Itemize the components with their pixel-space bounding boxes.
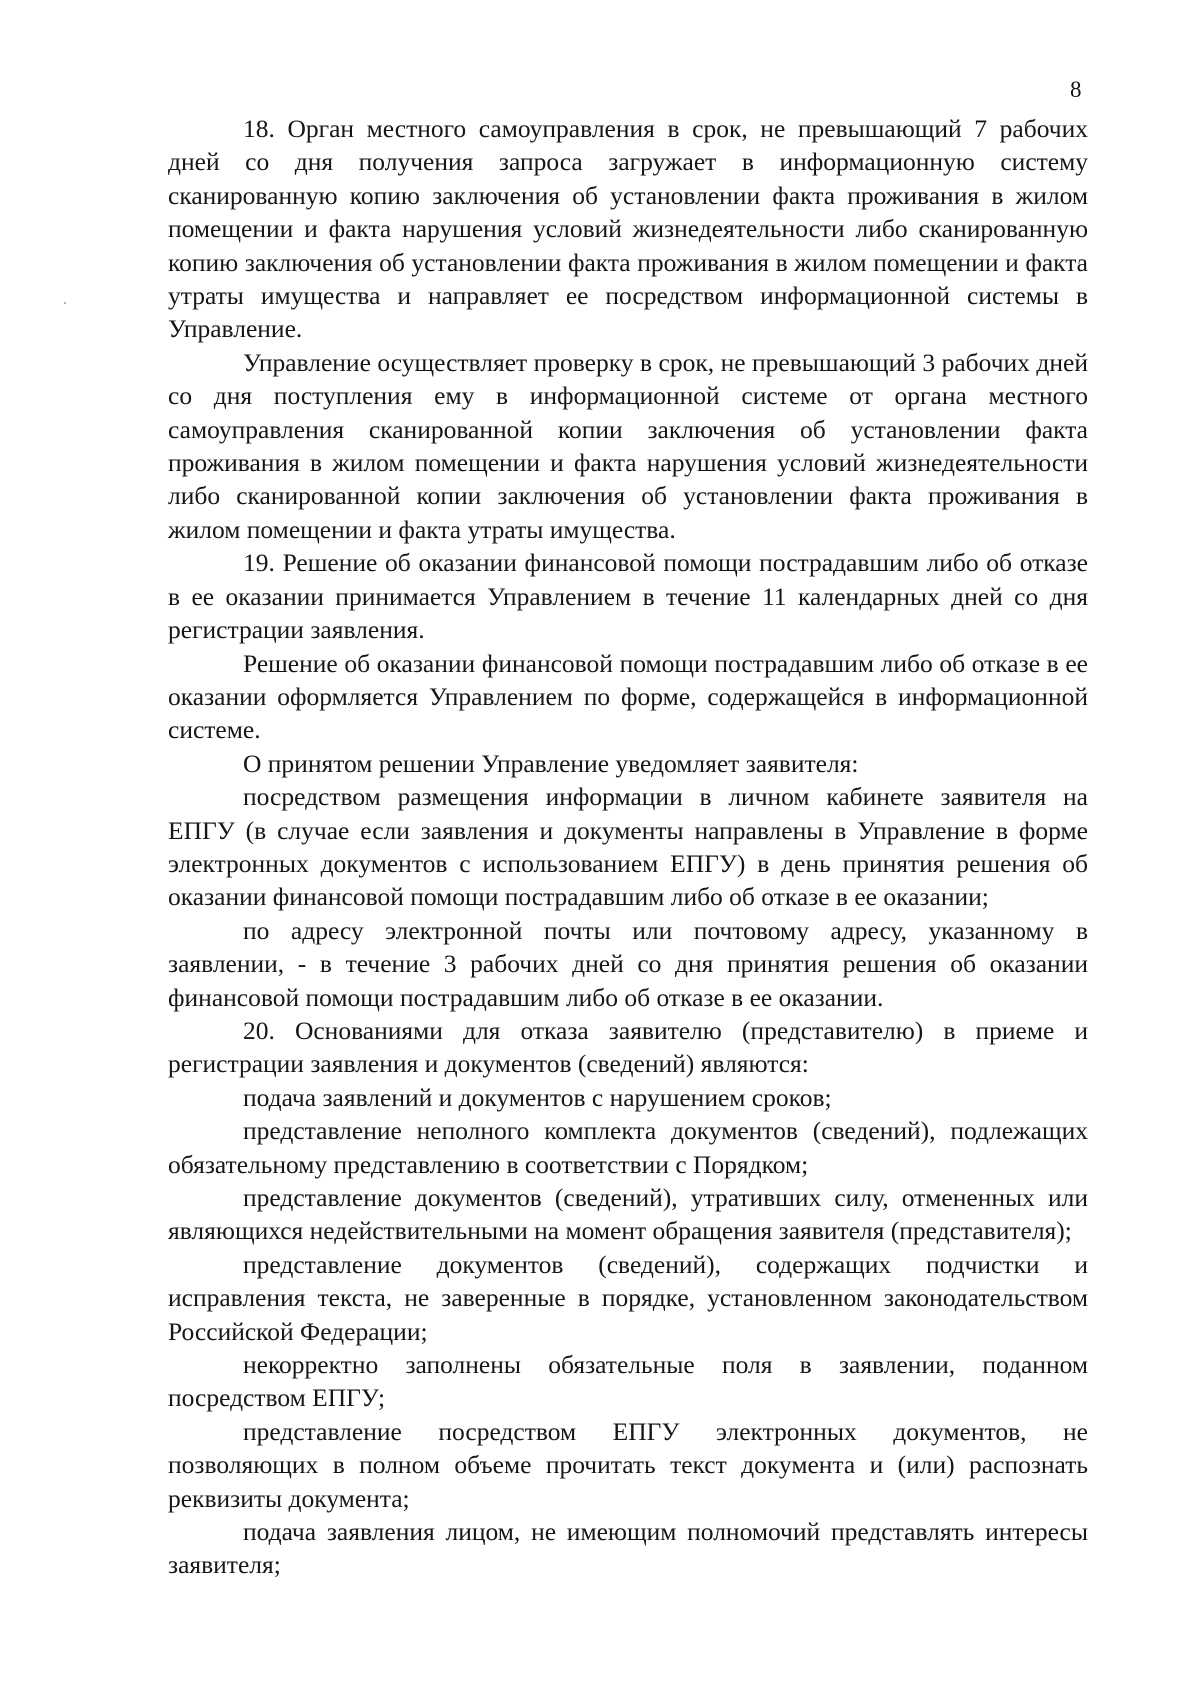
- paragraph-verification: Управление осуществляет проверку в срок, не превышающий 3 рабочих дней со дня поступления ему в информационной системе от органа местного самоуправления сканированной копии заключения об установлении факта проживания в жилом помещении и факта нарушения условий жизнедеятельности либо сканированной копии заключения об установлении факта проживания в жилом помещении и факта утраты имущества.: [168, 347, 1088, 544]
- paragraph-notification-epgu: посредством размещения информации в личном кабинете заявителя на ЕПГУ (в случае если заявления и документы направлены в Управление в форме электронных документов с использованием ЕПГУ) в день принятия решения об оказании финансовой помощи пострадавшим либо об отказе в ее оказании;: [168, 782, 1088, 912]
- paragraph-19: 19. Решение об оказании финансовой помощи пострадавшим либо об отказе в ее оказании принимается Управлением в течение 11 календарных дней со дня регистрации заявления.: [168, 548, 1088, 645]
- paragraph-decision-form: Решение об оказании финансовой помощи пострадавшим либо об отказе в ее оказании оформляется Управлением по форме, содержащейся в информационной системе.: [168, 648, 1088, 745]
- list-item-invalid-documents: представление документов (сведений), утративших силу, отмененных или являющихся недействительными на момент обращения заявителя (представителя);: [168, 1183, 1088, 1246]
- paragraph-20: 20. Основаниями для отказа заявителю (представителю) в приеме и регистрации заявления и документов (сведений) являются:: [168, 1015, 1088, 1079]
- paragraph-notification-email: по адресу электронной почты или почтовому адресу, указанному в заявлении, - в течение 3 рабочих дней со дня принятия решения об оказании финансовой помощи пострадавшим либо об отказе в ее оказании.: [168, 915, 1088, 1012]
- page-number: 8: [1070, 77, 1082, 102]
- list-item-corrections: представление документов (сведений), содержащих подчистки и исправления текста, не заверенные в порядке, установленном законодательством Российской Федерации;: [168, 1249, 1088, 1346]
- list-item-unreadable-documents: представление посредством ЕПГУ электронных документов, не позволяющих в полном объеме прочитать текст документа и (или) распознать реквизиты документа;: [168, 1416, 1088, 1513]
- paragraph-notification-intro: О принятом решении Управление уведомляет заявителя:: [243, 748, 859, 778]
- scan-speck: [64, 302, 66, 304]
- document-body: [168, 112, 1088, 1582]
- list-item-incorrect-fields: некорректно заполнены обязательные поля в заявлении, поданном посредством ЕПГУ;: [168, 1350, 1088, 1413]
- list-item-deadline-violation: подача заявлений и документов с нарушением сроков;: [243, 1082, 832, 1112]
- paragraph-18: 18. Орган местного самоуправления в срок, не превышающий 7 рабочих дней со дня получения запроса загружает в информационную систему сканированную копию заключения об установлении факта проживания в жилом помещении и факта нарушения условий жизнедеятельности либо сканированную копию заключения об установлении факта проживания в жилом помещении и факта утраты имущества и направляет ее посредством информационной системы в Управление.: [168, 114, 1088, 344]
- list-item-no-authority: подача заявления лицом, не имеющим полномочий представлять интересы заявителя;: [168, 1517, 1088, 1580]
- list-item-incomplete-set: представление неполного комплекта документов (сведений), подлежащих обязательному представлению в соответствии с Порядком;: [168, 1116, 1088, 1179]
